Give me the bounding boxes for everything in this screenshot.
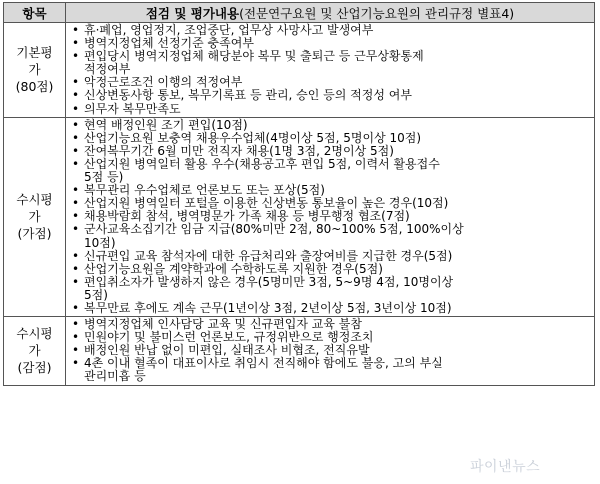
category-line: (가점) — [17, 226, 52, 242]
item-text: 휴·폐업, 영업정지, 조업중단, 업무상 사망사고 발생여부 — [84, 23, 374, 37]
table-header-row — [4, 3, 595, 23]
list-item — [72, 145, 590, 158]
item-text: 신상변동사항 통보, 복무기록표 등 관리, 승인 등의 적정성 여부 — [84, 88, 412, 103]
list-item — [72, 132, 590, 145]
item-text: 악정근로조건 이행의 적정여부 — [84, 75, 243, 90]
bullet-icon: • — [72, 274, 80, 289]
table-row — [4, 117, 595, 316]
category-line: 수시평 — [16, 326, 53, 342]
header-content-bold: 점검 및 평가내용 — [145, 5, 240, 21]
item-text: 현역 배정인원 조기 편입(10점) — [84, 117, 248, 132]
item-text: 병역지정업체 인사담당 교육 및 신규편입자 교육 불참 — [84, 317, 362, 332]
bullet-icon: • — [72, 23, 80, 37]
bullet-icon: • — [72, 49, 80, 64]
list-item — [72, 276, 590, 302]
bullet-icon: • — [72, 156, 80, 171]
item-text: 군사교육소집기간 임금 지급(80%미만 2점, 80~100% 5점, 100%이상 10점) — [84, 222, 464, 250]
bullet-icon: • — [72, 356, 80, 371]
bullet-icon: • — [72, 36, 80, 51]
bullet-icon: • — [72, 130, 80, 145]
item-text: 산업기능요원 보충역 채용우수업체(4명이상 5점, 5명이상 10점) — [84, 130, 422, 145]
header-content-note: (전문연구요원 및 산업기능요원의 관리규정 별표4) — [239, 5, 515, 21]
category-bonus — [4, 117, 66, 316]
list-item — [72, 89, 590, 102]
list-item — [72, 250, 590, 263]
item-list — [66, 117, 595, 316]
category-line: 기본평 — [16, 45, 53, 61]
bullet-icon: • — [72, 300, 80, 315]
category-penalty — [4, 317, 66, 385]
bullet-icon: • — [72, 117, 80, 132]
item-text: 잔여복무기간 6월 미만 전직자 채용(1명 3점, 2명이상 5점) — [84, 143, 394, 158]
bullet-icon: • — [72, 261, 80, 276]
category-line: 가 — [28, 209, 41, 225]
item-text: 의무자 복무만족도 — [84, 101, 181, 116]
item-text: 산업지원 병역일터 활용 우수(채용공고후 편입 5점, 이력서 활용접수 5점 등) — [84, 156, 440, 185]
header-content — [66, 3, 595, 23]
bullet-icon: • — [72, 196, 80, 211]
item-list — [66, 317, 595, 385]
category-line: (80점) — [15, 79, 54, 95]
category-line: (감점) — [17, 360, 52, 376]
bullet-icon: • — [72, 248, 80, 263]
list-item — [72, 223, 590, 249]
category-line: 가 — [28, 62, 41, 78]
bullet-icon: • — [72, 75, 80, 90]
category-basic — [4, 23, 66, 118]
bullet-icon: • — [72, 317, 80, 332]
item-text: 편입취소자가 발생하지 않은 경우(5명미만 3점, 5~9명 4점, 10명이상 5점) — [84, 274, 454, 302]
list-item — [72, 302, 590, 315]
list-item — [72, 263, 590, 276]
category-line: 수시평 — [16, 192, 53, 208]
list-item — [72, 357, 590, 383]
item-text: 민원야기 및 불미스런 언론보도, 규정위반으로 행정조치 — [84, 330, 374, 345]
item-text: 편입당시 병역지정업체 해당분야 복무 및 출퇴근 등 근무상황통제 적정여부 — [84, 49, 424, 77]
watermark: 파이낸뉴스 — [470, 459, 541, 475]
list-item — [72, 119, 590, 132]
table-row — [4, 317, 595, 385]
bullet-icon: • — [72, 88, 80, 103]
item-text: 병역지정업체 선정기준 충족여부 — [84, 36, 254, 51]
item-text: 산업기능요원을 계약학과에 수학하도록 지원한 경우(5점) — [84, 261, 383, 276]
bullet-icon: • — [72, 101, 80, 116]
bullet-icon: • — [72, 343, 80, 358]
item-text: 복무관리 우수업체로 언론보도 또는 포상(5점) — [84, 183, 325, 198]
bullet-icon: • — [72, 143, 80, 158]
item-text: 산업지원 병역일터 포털을 이용한 신상변동 통보율이 높은 경우(10점) — [84, 196, 449, 211]
item-text: 복무만료 후에도 계속 근무(1년이상 3점, 2년이상 5점, 3년이상 10점) — [84, 300, 452, 315]
evaluation-table — [3, 2, 595, 386]
item-text: 배정인원 반납 없이 미편입, 실태조사 비협조, 전직유발 — [84, 343, 370, 358]
list-item — [72, 50, 590, 76]
bullet-icon: • — [72, 222, 80, 237]
bullet-icon: • — [72, 183, 80, 198]
item-text: 4촌 이내 혈족이 대표이사로 취임시 전직해야 함에도 불응, 고의 부실 관리미흡 등 — [84, 356, 443, 384]
header-category: 항목 — [4, 3, 66, 23]
bullet-icon: • — [72, 330, 80, 345]
item-list — [66, 23, 595, 118]
list-item — [72, 158, 590, 184]
list-item — [72, 103, 590, 116]
category-line: 가 — [28, 343, 41, 359]
bullet-icon: • — [72, 209, 80, 224]
table-row — [4, 23, 595, 118]
item-text: 신규편입 교육 참석자에 대한 유급처리와 출장여비를 지급한 경우(5점) — [84, 248, 453, 263]
item-text: 채용박람회 참석, 병역명문가 가족 채용 등 병무행정 협조(7점) — [84, 209, 410, 224]
